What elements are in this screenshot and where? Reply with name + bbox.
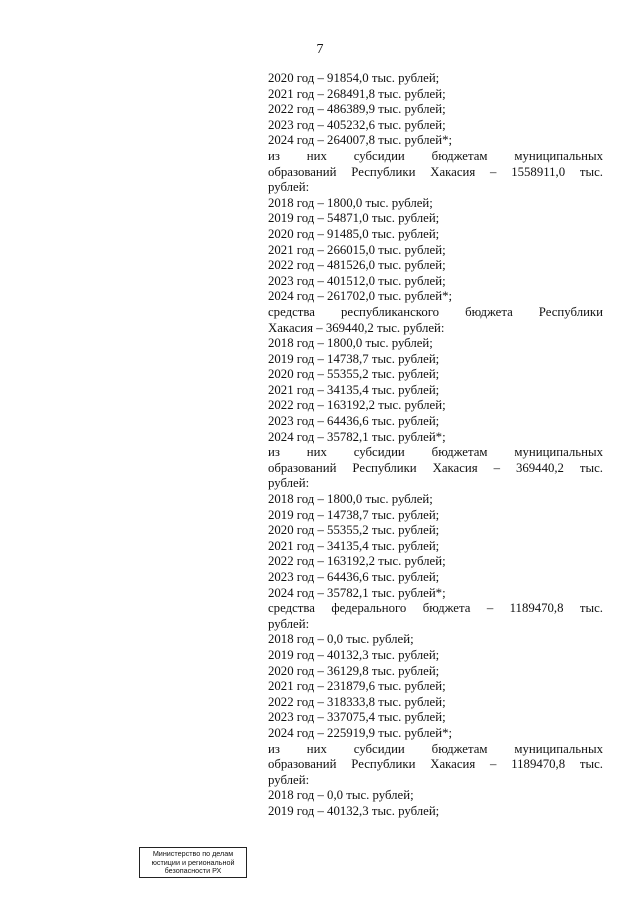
text-line: 2020 год – 36129,8 тыс. рублей; — [268, 663, 440, 678]
text-line: 2024 год – 261702,0 тыс. рублей*; — [268, 289, 453, 304]
document-body — [268, 71, 603, 820]
text-line: 2018 год – 1800,0 тыс. рублей; — [268, 336, 433, 351]
text-line: рублей: — [268, 180, 310, 195]
text-line: средства республиканского бюджета Республики — [268, 304, 603, 319]
text-line: 2023 год – 401512,0 тыс. рублей; — [268, 273, 446, 288]
text-line: образований Республики Хакасия – 1189470,8 тыс. — [268, 757, 603, 772]
text-line: из них субсидии бюджетам муниципальных — [268, 741, 603, 756]
text-line: 2020 год – 55355,2 тыс. рублей; — [268, 367, 440, 382]
text-line: 2020 год – 91485,0 тыс. рублей; — [268, 226, 440, 241]
text-line: 2021 год – 34135,4 тыс. рублей; — [268, 382, 440, 397]
text-line: 2018 год – 1800,0 тыс. рублей; — [268, 195, 433, 210]
text-line: 2024 год – 35782,1 тыс. рублей*; — [268, 585, 446, 600]
text-line: Хакасия – 369440,2 тыс. рублей: — [268, 320, 445, 335]
text-line: 2022 год – 486389,9 тыс. рублей; — [268, 102, 446, 117]
text-line: 2023 год – 405232,6 тыс. рублей; — [268, 117, 446, 132]
text-line: из них субсидии бюджетам муниципальных — [268, 148, 603, 163]
text-line: 2021 год – 34135,4 тыс. рублей; — [268, 538, 440, 553]
text-line: 2022 год – 481526,0 тыс. рублей; — [268, 258, 446, 273]
text-line: 2018 год – 0,0 тыс. рублей; — [268, 788, 414, 803]
text-line: образований Республики Хакасия – 1558911,0 тыс. — [268, 164, 603, 179]
text-line: 2019 год – 14738,7 тыс. рублей; — [268, 507, 440, 522]
text-line: из них субсидии бюджетам муниципальных — [268, 445, 603, 460]
text-line: 2018 год – 1800,0 тыс. рублей; — [268, 492, 433, 507]
text-line: 2019 год – 54871,0 тыс. рублей; — [268, 211, 440, 226]
text-line: 2021 год – 268491,8 тыс. рублей; — [268, 86, 446, 101]
text-line: средства федерального бюджета – 1189470,8 тыс. — [268, 601, 603, 616]
text-line: 2023 год – 64436,6 тыс. рублей; — [268, 570, 440, 584]
text-line: 2024 год – 225919,9 тыс. рублей*; — [268, 725, 453, 740]
text-line: образований Республики Хакасия – 369440,2 тыс. — [268, 460, 603, 475]
text-line: 2024 год – 264007,8 тыс. рублей*; — [268, 133, 453, 148]
text-line: 2023 год – 337075,4 тыс. рублей; — [268, 710, 446, 725]
text-line: 2022 год – 163192,2 тыс. рублей; — [268, 398, 446, 413]
text-line: 2019 год – 14738,7 тыс. рублей; — [268, 351, 440, 366]
text-line: 2024 год – 35782,1 тыс. рублей*; — [268, 429, 446, 444]
text-line: рублей: — [268, 772, 310, 787]
text-line: 2022 год – 318333,8 тыс. рублей; — [268, 694, 446, 709]
text-line: 2019 год – 40132,3 тыс. рублей; — [268, 803, 440, 818]
text-line: 2022 год – 163192,2 тыс. рублей; — [268, 554, 446, 569]
page-number: 7 — [316, 42, 324, 57]
text-line: 2021 год – 266015,0 тыс. рублей; — [268, 242, 446, 257]
text-line: 2023 год – 64436,6 тыс. рублей; — [268, 414, 440, 429]
text-line: 2020 год – 91854,0 тыс. рублей; — [268, 71, 440, 85]
text-line: рублей: — [268, 616, 310, 631]
text-line: 2021 год – 231879,6 тыс. рублей; — [268, 679, 446, 694]
text-line: 2020 год – 55355,2 тыс. рублей; — [268, 523, 440, 538]
text-line: 2018 год – 0,0 тыс. рублей; — [268, 632, 414, 647]
registration-stamp — [139, 847, 247, 878]
text-line: рублей: — [268, 476, 310, 491]
stamp-line: Министерство по делам — [152, 849, 234, 858]
stamp-line: юстиции и региональной — [151, 857, 235, 867]
stamp-line: безопасности РХ — [164, 866, 222, 876]
text-line: 2019 год – 40132,3 тыс. рублей; — [268, 647, 440, 662]
